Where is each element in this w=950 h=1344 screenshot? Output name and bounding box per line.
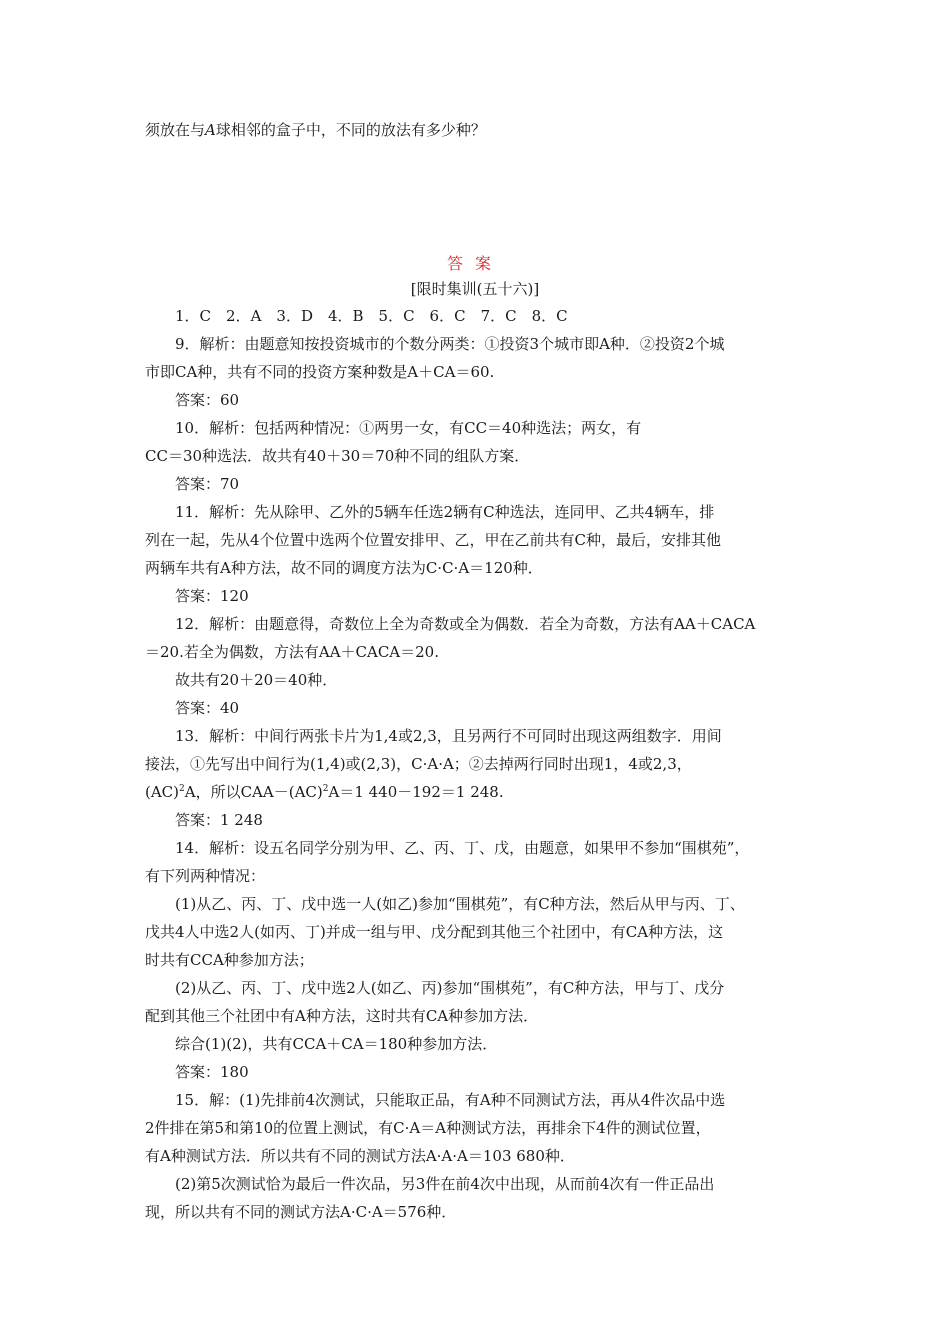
q15-line-2: 2件排在第5和第10的位置上测试，有C·A＝A种测试方法，再排余下4件的测试位置， bbox=[145, 1119, 711, 1137]
answers-subtitle: [限时集训(五十六)] bbox=[410, 280, 540, 298]
q15-line-5: 现，所以共有不同的测试方法A·C·A＝576种． bbox=[145, 1203, 457, 1221]
q15-line-4: (2)第5次测试恰为最后一件次品，另3件在前4次中出现，从而前4次有一件正品出 bbox=[175, 1175, 715, 1193]
answers-title: 答案 bbox=[446, 254, 503, 273]
q14-line-2: 有下列两种情况： bbox=[145, 867, 266, 885]
q13-line-3-part-c: A＝1 440－192＝1 248. bbox=[328, 783, 504, 801]
q10-answer: 答案：70 bbox=[175, 475, 240, 493]
q10-line-1: 10．解析：包括两种情况：①两男一女，有CC＝40种选法；两女，有 bbox=[175, 419, 642, 437]
q15-line-1: 15．解：(1)先排前4次测试，只能取正品，有A种不同测试方法，再从4件次品中选 bbox=[175, 1091, 726, 1109]
question-continuation bbox=[145, 116, 805, 144]
answers-body bbox=[145, 302, 807, 1226]
q15-line-3: 有A种测试方法．所以共有不同的测试方法A·A·A＝103 680种． bbox=[145, 1147, 575, 1165]
q14-line-3: (1)从乙、丙、丁、戊中选一人(如乙)参加“围棋苑”，有C种方法，然后从甲与丙、丁、 bbox=[175, 895, 745, 913]
q11-line-3: 两辆车共有A种方法，故不同的调度方法为C·C·A＝120种． bbox=[145, 559, 543, 577]
q11-answer: 答案：120 bbox=[175, 587, 249, 605]
q14-line-4: 戊共4人中选2人(如丙、丁)并成一组与甲、戊分配到其他三个社团中，有CA种方法，这 bbox=[145, 923, 724, 941]
q14-line-7: 配到其他三个社团中有A种方法，这时共有CA种参加方法． bbox=[145, 1007, 539, 1025]
q10-line-2: CC＝30种选法．故共有40＋30＝70种不同的组队方案． bbox=[145, 447, 530, 465]
q14-line-5: 时共有CCA种参加方法； bbox=[145, 951, 314, 969]
q9-answer: 答案：60 bbox=[175, 391, 240, 409]
intro-text-before: 须放在与 bbox=[145, 121, 206, 139]
q12-line-1: 12．解析：由题意得，奇数位上全为奇数或全为偶数．若全为奇数，方法有AA＋CACA bbox=[175, 615, 756, 633]
q13-superscript-1: 2 bbox=[179, 784, 185, 794]
choice-answers: 1．C 2．A 3．D 4．B 5．C 6．C 7．C 8．C bbox=[175, 307, 568, 325]
q14-answer: 答案：180 bbox=[175, 1063, 249, 1081]
q13-line-3-part-b: A，所以CAA－(AC) bbox=[184, 783, 323, 801]
q14-line-6: (2)从乙、丙、丁、戊中选2人(如乙、丙)参加“围棋苑”，有C种方法，甲与丁、戊分 bbox=[175, 979, 725, 997]
q14-line-8: 综合(1)(2)，共有CCA＋CA＝180种参加方法． bbox=[175, 1035, 498, 1053]
q11-line-2: 列在一起，先从4个位置中选两个位置安排甲、乙，甲在乙前共有C种，最后，安排其他 bbox=[145, 531, 722, 549]
q13-line-3-part-a: (AC) bbox=[145, 783, 180, 801]
intro-text-after: 球相邻的盒子中，不同的放法有多少种？ bbox=[215, 121, 486, 139]
q13-line-3 bbox=[145, 778, 807, 806]
q13-line-1: 13．解析：中间行两张卡片为1,4或2,3，且另两行不可同时出现这两组数字．用间 bbox=[175, 727, 722, 745]
q9-line-1: 9．解析：由题意知按投资城市的个数分两类：①投资3个城市即A种．②投资2个城 bbox=[175, 335, 725, 353]
ball-label: A bbox=[205, 121, 216, 139]
q12-answer: 答案：40 bbox=[175, 699, 240, 717]
q13-answer: 答案：1 248 bbox=[175, 811, 263, 829]
q9-line-2: 市即CA种，共有不同的投资方案种数是A＋CA＝60. bbox=[145, 363, 495, 381]
q11-line-1: 11．解析：先从除甲、乙外的5辆车任选2辆有C种选法，连同甲、乙共4辆车，排 bbox=[175, 503, 715, 521]
q12-line-3: 故共有20＋20＝40种． bbox=[175, 671, 338, 689]
q12-line-2: ＝20.若全为偶数，方法有AA＋CACA＝20. bbox=[145, 643, 439, 661]
q13-line-2: 接法，①先写出中间行为(1,4)或(2,3)，C·A·A；②去掉两行同时出现1，4或2,3， bbox=[145, 755, 692, 773]
q14-line-1: 14．解析：设五名同学分别为甲、乙、丙、丁、戊，由题意，如果甲不参加“围棋苑”， bbox=[175, 839, 750, 857]
q13-superscript-2: 2 bbox=[322, 784, 329, 794]
